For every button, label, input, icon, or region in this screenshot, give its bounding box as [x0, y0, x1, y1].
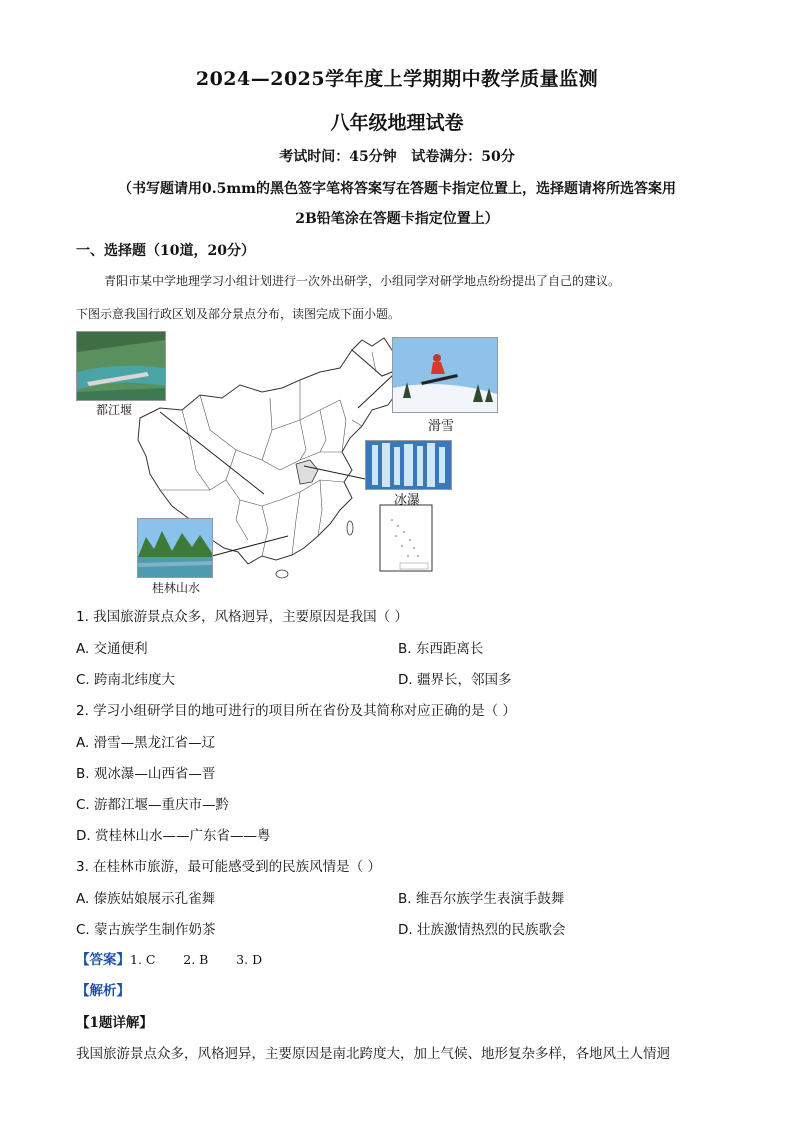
question-3-option-b[interactable]: B. 维吾尔族学生表演手鼓舞 [398, 891, 565, 907]
dujiangyan-photo [76, 331, 166, 401]
skiing-photo [392, 337, 498, 413]
exam-title: 2024—2025学年度上学期期中教学质量监测 [195, 68, 599, 90]
question-1-option-d[interactable]: D. 疆界长，邻国多 [398, 672, 512, 688]
guilin-image [138, 519, 212, 577]
question-2-option-c[interactable]: C. 游都江堰—重庆市—黔 [76, 797, 230, 813]
question-3-stem: 3. 在桂林市旅游，最可能感受到的民族风情是（ ） [76, 859, 381, 875]
question-2-option-d[interactable]: D. 赏桂林山水——广东省——粤 [76, 828, 271, 844]
hainan-island [276, 570, 288, 578]
question-3-option-c[interactable]: C. 蒙古族学生制作奶茶 [76, 922, 216, 938]
question-1-option-a[interactable]: A. 交通便利 [76, 641, 148, 657]
answer-block [76, 948, 262, 968]
exam-note-line2: 2B铅笔涂在答题卡指定位置上） [295, 211, 499, 227]
question-2-option-b[interactable]: B. 观冰瀑—山西省—晋 [76, 766, 216, 782]
question-2-stem: 2. 学习小组研学目的地可进行的项目所在省份及其简称对应正确的是（ ） [76, 703, 516, 719]
section-intro-line2: 下图示意我国行政区划及部分景点分布，读图完成下面小题。 [76, 307, 401, 321]
dujiangyan-image [77, 332, 165, 400]
question-1-option-b[interactable]: B. 东西距离长 [398, 641, 484, 657]
icefall-photo [365, 440, 452, 490]
question-3-option-a[interactable]: A. 傣族姑娘展示孔雀舞 [76, 891, 216, 907]
question-1-stem: 1. 我国旅游景点众多，风格迥异，主要原因是我国（ ） [76, 609, 408, 625]
guilin-label: 桂林山水 [152, 581, 201, 595]
answer-values: 1. C 2. B 3. D [130, 952, 263, 967]
analysis-text: 我国旅游景点众多，风格迥异，主要原因是南北跨度大，加上气候、地形复杂多样，各地风土人情迥 [76, 1046, 670, 1062]
icefall-image [366, 441, 451, 489]
analysis-tag: 【解析】 [76, 983, 130, 999]
guilin-photo [137, 518, 213, 578]
answer-tag: 【答案】 [76, 952, 130, 968]
dujiangyan-label: 都江堰 [96, 403, 133, 417]
question-2-option-a[interactable]: A. 滑雪—黑龙江省—辽 [76, 735, 216, 751]
icefall-label: 冰瀑 [394, 493, 421, 508]
analysis-detail-tag: 【1题详解】 [76, 1015, 153, 1031]
exam-subtitle: 八年级地理试卷 [330, 112, 464, 134]
exam-meta: 考试时间：45分钟 试卷满分：50分 [279, 149, 515, 165]
question-3-option-d[interactable]: D. 壮族激情热烈的民族歌会 [398, 922, 566, 938]
exam-note-line1: （书写题请用0.5mm的黑色签字笔将答案写在答题卡指定位置上，选择题请将所选答案用 [118, 181, 676, 197]
south-china-sea-inset [380, 505, 432, 571]
skiing-label: 滑雪 [428, 419, 455, 434]
section-intro-line1: 青阳市某中学地理学习小组计划进行一次外出研学，小组同学对研学地点纷纷提出了自己的建议。 [104, 274, 621, 288]
skiing-image [393, 338, 497, 412]
section-title: 一、选择题（10道，20分） [76, 243, 255, 259]
taiwan-island [347, 521, 353, 535]
question-1-option-c[interactable]: C. 跨南北纬度大 [76, 672, 176, 688]
